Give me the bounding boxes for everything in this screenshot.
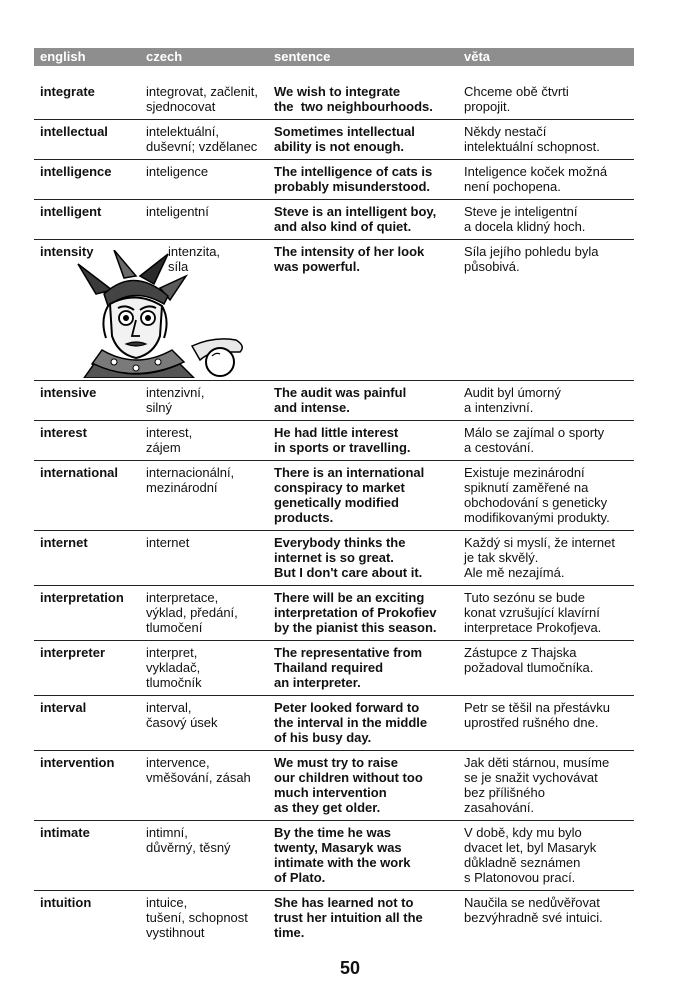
table-row: [34, 80, 634, 120]
example-sentence: Steve is an intelligent boy, and also kind of quiet.: [274, 204, 437, 234]
czech-sentence: V době, kdy mu bylo dvacet let, byl Masaryk důkladně seznámen s Platonovou prací.: [464, 825, 597, 885]
czech-sentence: Inteligence koček možná není pochopena.: [464, 164, 608, 194]
vocabulary-table: [34, 80, 634, 945]
english-word: internet: [40, 535, 88, 550]
english-word: intellectual: [40, 124, 108, 139]
czech-sentence: Steve je inteligentní a docela klidný hoch.: [464, 204, 586, 234]
table-row: [34, 751, 634, 821]
czech-translation: intimní, důvěrný, těsný: [146, 825, 231, 855]
czech-sentence: Málo se zajímal o sporty a cestování.: [464, 425, 605, 455]
table-row: [34, 696, 634, 751]
table-row: [34, 891, 634, 945]
english-word: intelligence: [40, 164, 112, 179]
czech-translation: intenzita, síla: [168, 244, 221, 274]
table-row: [34, 586, 634, 641]
table-row: [34, 461, 634, 531]
czech-sentence: Tuto sezónu se bude konat vzrušující klavírní interpretace Prokofjeva.: [464, 590, 602, 635]
example-sentence: The intelligence of cats is probably misunderstood.: [274, 164, 433, 194]
czech-translation: intuice, tušení, schopnost vystihnout: [146, 895, 248, 940]
czech-sentence: Naučila se nedůvěřovat bezvýhradně své intuici.: [464, 895, 603, 925]
example-sentence: Sometimes intellectual ability is not enough.: [274, 124, 415, 154]
example-sentence: The audit was painful and intense.: [274, 385, 407, 415]
page-number: 50: [339, 958, 361, 978]
czech-translation: intervence, vměšování, zásah: [146, 755, 251, 785]
table-row: [34, 120, 634, 160]
table-row: [34, 421, 634, 461]
header-english: english: [40, 49, 86, 64]
english-word: intervention: [40, 755, 115, 770]
table-header: [34, 48, 634, 66]
example-sentence: Everybody thinks the internet is so great. But I don't care about it.: [274, 535, 423, 580]
example-sentence: We must try to raise our children without too much intervention as they get older.: [274, 755, 423, 815]
czech-sentence: Audit byl úmorný a intenzivní.: [464, 385, 561, 415]
table-row: [34, 240, 634, 381]
czech-translation: intenzivní, silný: [146, 385, 205, 415]
czech-translation: internet: [146, 535, 190, 550]
example-sentence: By the time he was twenty, Masaryk was intimate with the work of Plato.: [274, 825, 411, 885]
english-word: intelligent: [40, 204, 102, 219]
czech-sentence: Jak děti stárnou, musíme se je snažit vychovávat bez přílišného zasahování.: [464, 755, 610, 815]
czech-sentence: Každý si myslí, že internet je tak skvělý. Ale mě nezajímá.: [464, 535, 615, 580]
table-row: [34, 160, 634, 200]
example-sentence: Peter looked forward to the interval in the middle of his busy day.: [274, 700, 428, 745]
english-word: international: [40, 465, 119, 480]
czech-translation: integrovat, začlenit, sjednocovat: [146, 84, 259, 114]
table-row: [34, 531, 634, 586]
czech-sentence: Chceme obě čtvrti propojit.: [464, 84, 569, 114]
czech-sentence: Zástupce z Thajska požadoval tlumočníka.: [464, 645, 594, 675]
example-sentence: She has learned not to trust her intuition all the time.: [274, 895, 423, 940]
english-word: intimate: [40, 825, 90, 840]
english-word: interpreter: [40, 645, 106, 660]
example-sentence: There will be an exciting interpretation of Prokofiev by the pianist this season.: [274, 590, 437, 635]
czech-translation: internacionální, mezinárodní: [146, 465, 235, 495]
english-word: intensive: [40, 385, 97, 400]
example-sentence: There is an international conspiracy to market genetically modified products.: [274, 465, 425, 525]
english-word: interpretation: [40, 590, 124, 605]
table-row: [34, 821, 634, 891]
english-word: intuition: [40, 895, 92, 910]
czech-translation: intelektuální, duševní; vzdělanec: [146, 124, 258, 154]
czech-translation: interpretace, výklad, předání, tlumočení: [146, 590, 238, 635]
table-row: [34, 641, 634, 696]
english-word: interval: [40, 700, 87, 715]
czech-sentence: Někdy nestačí intelektuální schopnost.: [464, 124, 600, 154]
example-sentence: We wish to integrate the two neighbourhoods.: [274, 84, 433, 114]
english-word: interest: [40, 425, 87, 440]
english-word: integrate: [40, 84, 95, 99]
jester-fortune-teller-illustration: [74, 250, 246, 378]
english-word: intensity: [40, 244, 94, 259]
czech-translation: interpret, vykladač, tlumočník: [146, 645, 202, 690]
example-sentence: The representative from Thailand required an interpreter.: [274, 645, 423, 690]
czech-sentence: Existuje mezinárodní spiknutí zaměřené na obchodování s geneticky modifikovanými produkty.: [464, 465, 610, 525]
czech-sentence: Petr se těšil na přestávku uprostřed rušného dne.: [464, 700, 610, 730]
header-veta: věta: [464, 49, 491, 64]
example-sentence: He had little interest in sports or travelling.: [274, 425, 411, 455]
example-sentence: The intensity of her look was powerful.: [274, 244, 425, 274]
table-row: [34, 381, 634, 421]
header-sentence: sentence: [274, 49, 331, 64]
czech-translation: inteligentní: [146, 204, 209, 219]
czech-translation: interest, zájem: [146, 425, 193, 455]
header-czech: czech: [146, 49, 183, 64]
czech-sentence: Síla jejího pohledu byla působivá.: [464, 244, 599, 274]
table-row: [34, 200, 634, 240]
czech-translation: inteligence: [146, 164, 209, 179]
czech-translation: interval, časový úsek: [146, 700, 218, 730]
